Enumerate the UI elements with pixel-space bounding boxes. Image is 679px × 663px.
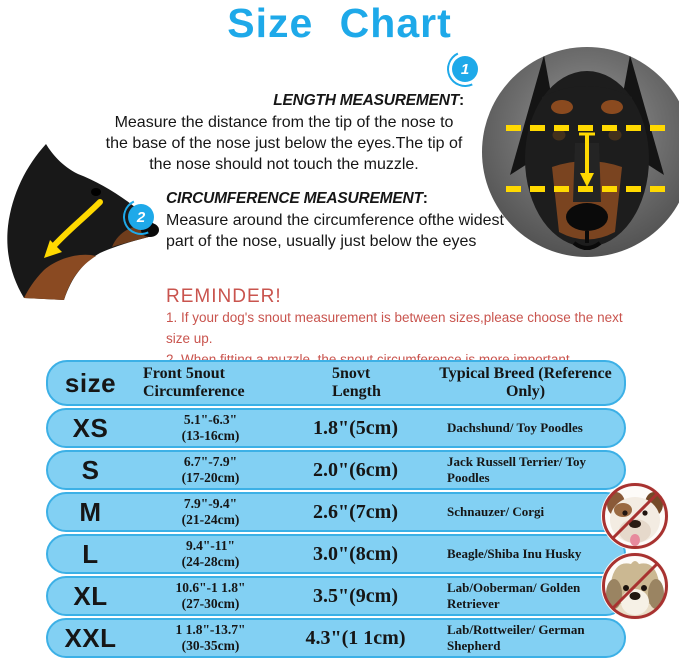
size-label: XL (73, 580, 108, 611)
size-table-header (46, 360, 626, 406)
size-label: XS (72, 412, 109, 443)
breed-value: Beagle/Shiba Inu Husky (447, 546, 582, 562)
length-value: 2.6"(7cm) (313, 500, 398, 523)
circumference-body-text: Measure around the circumference ofthe widest part of the nose, usually just below the eyes (166, 212, 504, 251)
size-label: M (79, 496, 102, 527)
step-2-badge (128, 204, 154, 230)
length-value: 4.3"(1 1cm) (305, 626, 406, 649)
breed-value: Lab/Rottweiler/ German Shepherd (447, 622, 585, 653)
circumference-instruction-block (166, 190, 518, 252)
page-title: Size Chart (227, 0, 452, 46)
no-bulldog-icon (601, 482, 669, 550)
step-2-number: 2 (136, 208, 146, 226)
no-shihtzu-icon (601, 552, 669, 620)
table-row-xxl (46, 618, 626, 658)
header-breed: Typical Breed (Reference Only) (439, 365, 612, 400)
header-length: 5novt Length (332, 365, 381, 400)
header-size: size (64, 367, 117, 398)
breed-value: Lab/Ooberman/ Golden Retriever (447, 580, 581, 611)
circumference-value: 9.4"-11" (24-28cm) (181, 537, 240, 569)
circumference-value: 6.7"-7.9" (17-20cm) (181, 453, 240, 485)
breed-value: Dachshund/ Toy Poodles (447, 420, 583, 436)
circumference-value: 10.6"-1 1.8" (27-30cm) (175, 579, 246, 611)
step-1-badge (452, 56, 478, 82)
length-body-text: Measure the distance from the tip of the nose to the base of the nose just below the eyes.The tip of the nose should not touch the muzzle. (105, 114, 463, 174)
circumference-value: 1 1.8"-13.7" (30-35cm) (175, 621, 246, 653)
breed-value: Jack Russell Terrier/ Toy Poodles (447, 454, 587, 485)
length-value: 3.5"(9cm) (313, 584, 398, 607)
length-value: 3.0"(8cm) (313, 542, 398, 565)
table-row-s (46, 450, 626, 490)
circumference-value: 7.9"-9.4" (21-24cm) (181, 495, 240, 527)
table-row-xl (46, 576, 626, 616)
size-label: XXL (64, 622, 117, 653)
reminder-title: REMINDER! (166, 286, 282, 307)
length-heading: LENGTH MEASUREMENT: (273, 92, 464, 109)
table-row-l (46, 534, 626, 574)
table-row-m (46, 492, 626, 532)
circumference-value: 5.1"-6.3" (13-16cm) (181, 411, 240, 443)
length-value: 1.8"(5cm) (313, 416, 398, 439)
size-label: S (81, 454, 100, 485)
header-circumference: Front 5nout Circumference (143, 365, 245, 400)
reminder-block (166, 286, 636, 371)
size-label: L (82, 538, 99, 569)
length-value: 2.0"(6cm) (313, 458, 398, 481)
circumference-heading: CIRCUMFERENCE MEASUREMENT: (166, 190, 428, 207)
reminder-item-1: 1. If your dog's snout measurement is between sizes,please choose the next size up. (166, 310, 623, 346)
step-1-number: 1 (460, 60, 470, 78)
table-row-xs (46, 408, 626, 448)
breed-value: Schnauzer/ Corgi (447, 504, 545, 520)
